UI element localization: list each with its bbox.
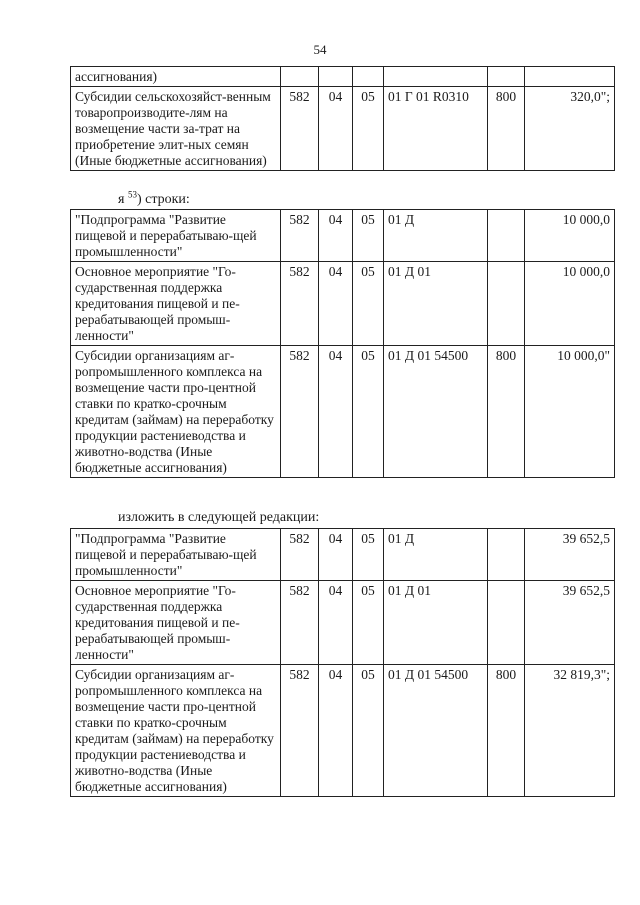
row-name-cell: "Подпрограмма "Развитие пищевой и перерабатываю-щей промышленности" bbox=[71, 210, 281, 262]
section-code-cell: 04 bbox=[319, 346, 353, 478]
budget-table-old-rows bbox=[70, 209, 615, 478]
subsection-code-cell: 05 bbox=[353, 529, 384, 581]
section-code-cell: 04 bbox=[319, 581, 353, 665]
expense-type-cell bbox=[488, 67, 525, 87]
target-article-cell: 01 Д 01 54500 bbox=[384, 665, 488, 797]
table-row bbox=[71, 67, 615, 87]
row-name-cell: Основное мероприятие "Го-сударственная поддержка кредитования пищевой и пе-рерабатывающей промыш-ленности" bbox=[71, 262, 281, 346]
subsection-code-cell: 05 bbox=[353, 581, 384, 665]
amount-cell: 39 652,5 bbox=[525, 581, 615, 665]
target-article-cell: 01 Д bbox=[384, 529, 488, 581]
section-code-cell: 04 bbox=[319, 87, 353, 171]
section-code-cell: 04 bbox=[319, 262, 353, 346]
expense-type-cell: 800 bbox=[488, 87, 525, 171]
target-article-cell bbox=[384, 67, 488, 87]
amount-cell: 39 652,5 bbox=[525, 529, 615, 581]
table-row bbox=[71, 87, 615, 171]
admin-code-cell: 582 bbox=[281, 87, 319, 171]
table-row bbox=[71, 262, 615, 346]
admin-code-cell: 582 bbox=[281, 581, 319, 665]
amount-cell bbox=[525, 67, 615, 87]
amount-cell: 10 000,0 bbox=[525, 262, 615, 346]
table-row bbox=[71, 665, 615, 797]
subsection-code-cell: 05 bbox=[353, 210, 384, 262]
row-name-cell: ассигнования) bbox=[71, 67, 281, 87]
target-article-cell: 01 Д 01 bbox=[384, 262, 488, 346]
row-name-cell: Субсидии организациям аг-ропромышленного комплекса на возмещение части про-центной ставки по кратко-срочным кредитам (займам) на переработку продукции растениеводства и животно-водства (Иные бюджетные ассигнования) bbox=[71, 665, 281, 797]
table-row bbox=[71, 529, 615, 581]
expense-type-cell: 800 bbox=[488, 665, 525, 797]
expense-type-cell bbox=[488, 210, 525, 262]
admin-code-cell bbox=[281, 67, 319, 87]
row-name-cell: Основное мероприятие "Го-сударственная поддержка кредитования пищевой и пе-рерабатывающей промыш-ленности" bbox=[71, 581, 281, 665]
caption-new-edition: изложить в следующей редакции: bbox=[118, 510, 320, 525]
admin-code-cell: 582 bbox=[281, 210, 319, 262]
section-code-cell bbox=[319, 67, 353, 87]
amount-cell: 320,0"; bbox=[525, 87, 615, 171]
amount-cell: 32 819,3"; bbox=[525, 665, 615, 797]
admin-code-cell: 582 bbox=[281, 262, 319, 346]
budget-table-new-rows bbox=[70, 528, 615, 797]
table-row bbox=[71, 210, 615, 262]
expense-type-cell: 800 bbox=[488, 346, 525, 478]
target-article-cell: 01 Д 01 54500 bbox=[384, 346, 488, 478]
amount-cell: 10 000,0 bbox=[525, 210, 615, 262]
section-code-cell: 04 bbox=[319, 529, 353, 581]
subsection-code-cell: 05 bbox=[353, 665, 384, 797]
table-row bbox=[71, 346, 615, 478]
subsection-code-cell: 05 bbox=[353, 346, 384, 478]
caption-rows bbox=[118, 189, 190, 208]
row-name-cell: Субсидии организациям аг-ропромышленного комплекса на возмещение части про-центной ставки по кратко-срочным кредитам (займам) на переработку продукции растениеводства и животно-водства (Иные бюджетные ассигнования) bbox=[71, 346, 281, 478]
target-article-cell: 01 Г 01 R0310 bbox=[384, 87, 488, 171]
admin-code-cell: 582 bbox=[281, 529, 319, 581]
footnote-ref: 53 bbox=[127, 189, 137, 200]
target-article-cell: 01 Д 01 bbox=[384, 581, 488, 665]
section-code-cell: 04 bbox=[319, 210, 353, 262]
row-name-cell: "Подпрограмма "Развитие пищевой и перерабатываю-щей промышленности" bbox=[71, 529, 281, 581]
amount-cell: 10 000,0" bbox=[525, 346, 615, 478]
expense-type-cell bbox=[488, 529, 525, 581]
budget-table-continuation bbox=[70, 66, 615, 171]
subsection-code-cell: 05 bbox=[353, 87, 384, 171]
expense-type-cell bbox=[488, 262, 525, 346]
subsection-code-cell: 05 bbox=[353, 262, 384, 346]
subsection-code-cell bbox=[353, 67, 384, 87]
target-article-cell: 01 Д bbox=[384, 210, 488, 262]
admin-code-cell: 582 bbox=[281, 346, 319, 478]
expense-type-cell bbox=[488, 581, 525, 665]
caption-prefix: я bbox=[118, 192, 128, 207]
caption-suffix: ) строки: bbox=[136, 192, 190, 207]
section-code-cell: 04 bbox=[319, 665, 353, 797]
admin-code-cell: 582 bbox=[281, 665, 319, 797]
page-number: 54 bbox=[313, 42, 327, 57]
table-row bbox=[71, 581, 615, 665]
row-name-cell: Субсидии сельскохозяйст-венным товаропроизводите-лям на возмещение части за-трат на приобретение элит-ных семян (Иные бюджетные ассигнования) bbox=[71, 87, 281, 171]
